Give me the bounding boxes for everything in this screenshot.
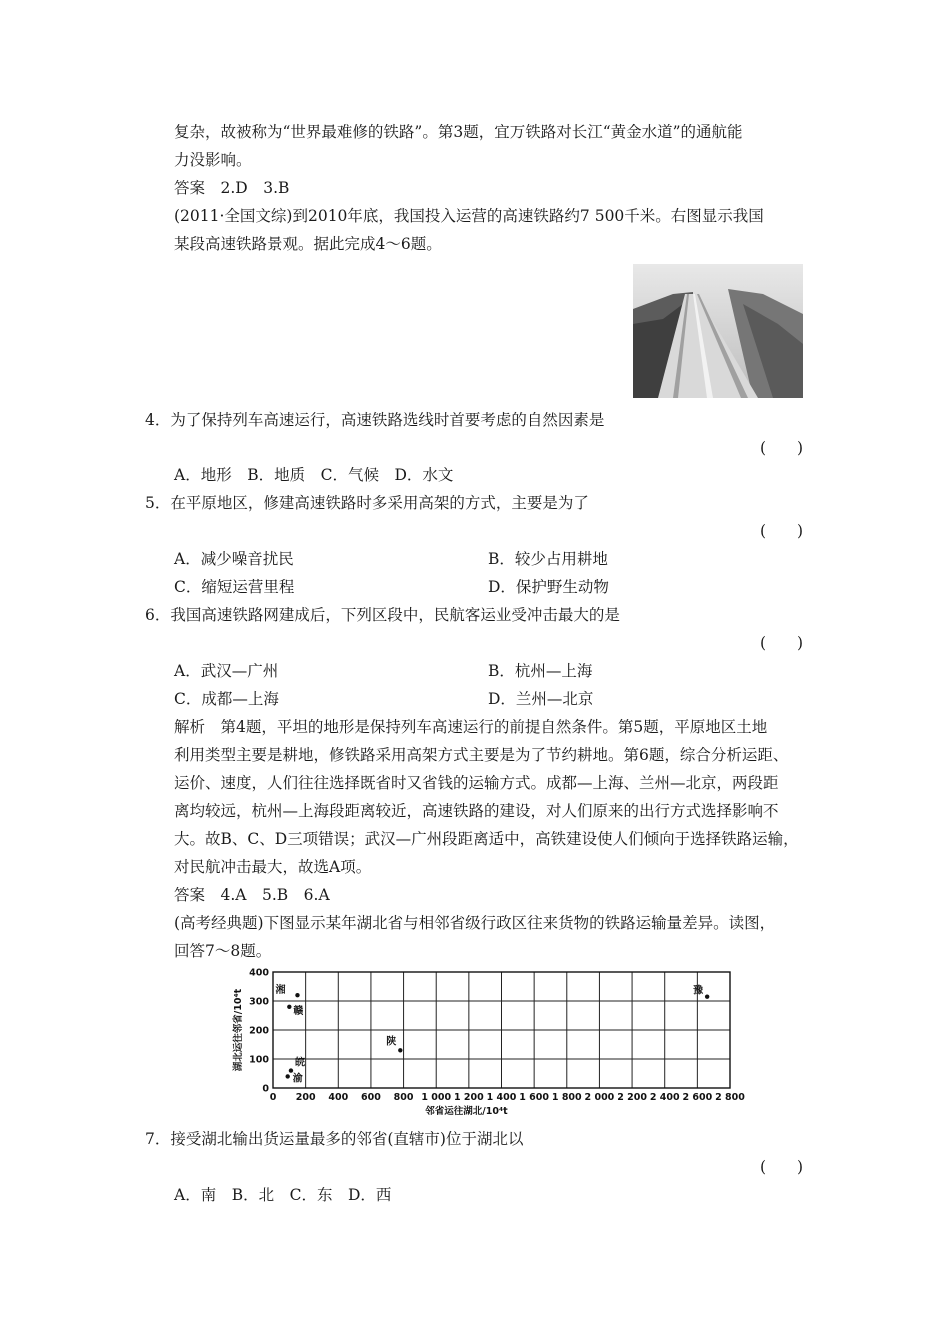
answer-parenthesis: ( ) (760, 439, 804, 457)
question-6-stem: 6．我国高速铁路网建成后，下列区段中，民航客运业受冲击最大的是 (145, 606, 620, 624)
option-c: C．成都—上海 (174, 690, 279, 708)
data-point-湘 (295, 993, 299, 997)
data-point-陕 (398, 1048, 402, 1052)
x-tick-label: 2 000 (584, 1092, 615, 1103)
question-7-stem: 7．接受湖北输出货运量最多的邻省(直辖市)位于湖北以 (145, 1130, 524, 1148)
point-label: 豫 (693, 985, 704, 997)
point-label: 皖 (294, 1057, 305, 1069)
x-tick-label: 1 000 (421, 1092, 452, 1103)
option-b: B．杭州—上海 (488, 662, 593, 680)
x-tick-label: 2 400 (649, 1092, 680, 1103)
highway-photo-icon (633, 264, 803, 398)
option-d: D．保护野生动物 (488, 578, 609, 596)
x-tick-label: 200 (295, 1092, 316, 1103)
y-tick-label: 300 (249, 996, 269, 1008)
data-point-渝 (285, 1074, 289, 1078)
option-a: A．武汉—广州 (174, 662, 279, 680)
x-tick-label: 600 (361, 1092, 381, 1103)
data-point-赣 (287, 1005, 291, 1009)
y-tick-label: 200 (249, 1025, 269, 1037)
context-4-6-line-1: (2011·全国文综)到2010年底，我国投入运营的高速铁路约7 500千米。右图显示我国 (174, 207, 764, 225)
question-7-options: A．南 B．北 C．东 D．西 (174, 1186, 392, 1204)
answer-parenthesis: ( ) (760, 1158, 804, 1176)
freight-scatter-chart (228, 962, 748, 1122)
answer-2-3: 答案 2.D 3.B (174, 179, 290, 197)
y-tick-label: 100 (249, 1054, 269, 1066)
x-axis-label: 邻省运往湖北/10⁴t (425, 1106, 508, 1117)
point-label: 渝 (292, 1073, 303, 1085)
analysis-line-6: 对民航冲击最大，故选A项。 (174, 858, 372, 876)
option-d: D．兰州—北京 (488, 690, 594, 708)
option-a: A．减少噪音扰民 (174, 550, 294, 568)
answer-parenthesis: ( ) (760, 634, 804, 652)
context-7-8-line-2: 回答7～8题。 (174, 942, 272, 960)
option-b: B．较少占用耕地 (488, 550, 608, 568)
y-axis-label: 湖北运往邻省/10⁴t (233, 988, 244, 1072)
x-tick-label: 0 (269, 1092, 277, 1103)
x-tick-label: 1 800 (551, 1092, 582, 1103)
x-tick-label: 2 800 (715, 1092, 745, 1103)
option-c: C．缩短运营里程 (174, 578, 295, 596)
x-tick-label: 800 (393, 1092, 414, 1103)
answer-4-6: 答案 4.A 5.B 6.A (174, 886, 330, 904)
intro-line-1: 复杂，故被称为“世界最难修的铁路”。第3题，宜万铁路对长江“黄金水道”的通航能 (174, 123, 743, 141)
analysis-line-3: 运价、速度，人们往往选择既省时又省钱的运输方式。成都—上海、兰州—北京，两段距 (174, 774, 779, 792)
data-point-豫 (705, 994, 709, 998)
analysis-line-2: 利用类型主要是耕地，修铁路采用高架方式主要是为了节约耕地。第6题，综合分析运距、 (174, 746, 789, 764)
context-7-8-line-1: (高考经典题)下图显示某年湖北省与相邻省级行政区往来货物的铁路运输量差异。读图， (174, 914, 776, 932)
analysis-line-1: 解析 第4题，平坦的地形是保持列车高速运行的前提自然条件。第5题，平原地区土地 (174, 718, 768, 736)
question-5-stem: 5．在平原地区，修建高速铁路时多采用高架的方式，主要是为了 (145, 494, 589, 512)
x-tick-label: 400 (328, 1092, 349, 1103)
answer-parenthesis: ( ) (760, 522, 804, 540)
point-label: 赣 (293, 1005, 304, 1017)
x-tick-label: 1 200 (453, 1092, 484, 1103)
point-label: 陕 (386, 1036, 397, 1048)
y-tick-label: 400 (249, 967, 269, 979)
x-tick-label: 2 200 (617, 1092, 647, 1103)
intro-line-2: 力没影响。 (174, 151, 252, 169)
x-tick-label: 1 400 (486, 1092, 517, 1103)
x-tick-label: 2 600 (682, 1092, 713, 1103)
data-point-皖 (289, 1068, 293, 1072)
question-4-stem: 4．为了保持列车高速运行，高速铁路选线时首要考虑的自然因素是 (145, 411, 605, 429)
analysis-line-5: 大。故B、C、D三项错误；武汉—广州段距离适中，高铁建设使人们倾向于选择铁路运输， (174, 830, 799, 848)
analysis-line-4: 离均较远，杭州—上海段距离较近，高速铁路的建设，对人们原来的出行方式选择影响不 (174, 802, 779, 820)
y-tick-label: 0 (262, 1083, 269, 1095)
context-4-6-line-2: 某段高速铁路景观。据此完成4～6题。 (174, 235, 442, 253)
x-tick-label: 1 600 (519, 1092, 550, 1103)
question-4-options: A．地形 B．地质 C．气候 D．水文 (174, 466, 454, 484)
point-label: 湘 (275, 985, 286, 997)
